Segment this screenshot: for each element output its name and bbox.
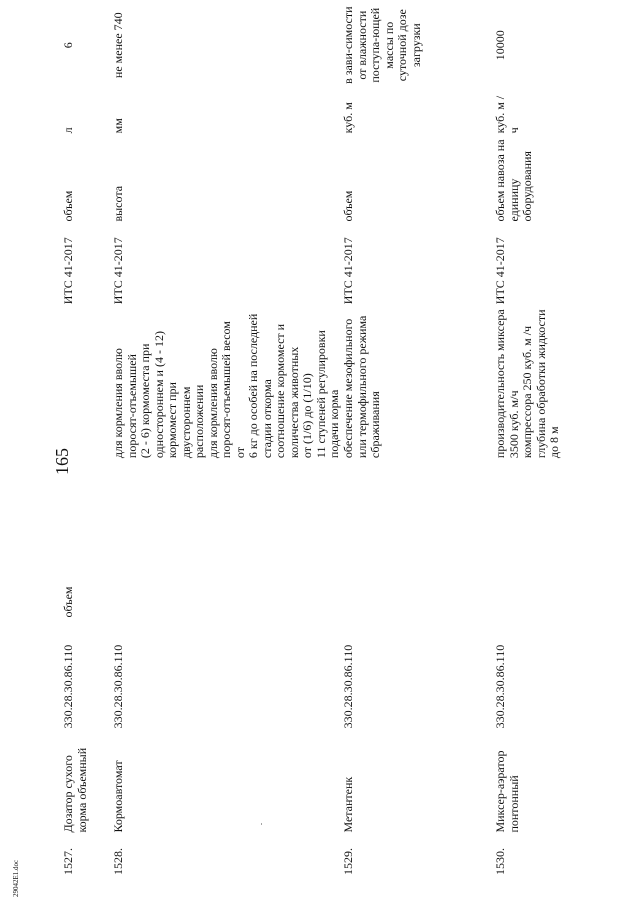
parameter: объем <box>61 190 75 222</box>
stray-mark: . <box>255 823 264 825</box>
spec-line: одностороннем и (4 - 12) <box>151 331 166 459</box>
standard-ref: ИТС 41-2017 <box>341 237 355 305</box>
equipment-code: 330.28.30.86.110 <box>61 644 75 729</box>
spec-line: поросят-отъемышей <box>124 354 139 459</box>
technical-spec <box>494 304 594 458</box>
spec-line: подачи корма <box>327 389 341 459</box>
equipment-feature <box>112 458 342 617</box>
spec-line: для кормления вволю <box>205 348 220 459</box>
equipment-table <box>62 0 594 875</box>
spec-line: (2 - 6) кормоместа при <box>138 343 152 459</box>
parameter: высота <box>111 185 125 222</box>
table-row <box>342 0 494 875</box>
value: в зави-симости от влажности поступа-ющей массы по суточной дозе загрузки <box>341 6 423 84</box>
spec-line: 3500 куб. м/ч <box>506 390 521 459</box>
parameter: объем <box>341 190 355 222</box>
equipment-feature <box>342 458 494 617</box>
standard-ref: ИТС 41-2017 <box>111 237 125 305</box>
equipment-code: 330.28.30.86.110 <box>493 644 507 729</box>
unit: куб. м / ч <box>493 95 521 134</box>
spec-line: 11 ступеней регулировки <box>313 330 328 459</box>
spec-line: до 8 м <box>547 426 561 459</box>
spec-line: сбраживания <box>368 391 382 459</box>
spec-line: компрессора 250 куб. м /ч <box>520 325 534 459</box>
technical-spec <box>62 304 112 458</box>
table-row <box>112 0 342 875</box>
equipment-name: Дозатор сухого корма объемный <box>61 747 89 833</box>
unit: мм <box>111 118 125 134</box>
row-number: 1529. <box>341 848 355 875</box>
spec-line: соотношение кормомест и <box>273 323 287 459</box>
spec-line: от (1/6) до (1/10) <box>300 373 314 459</box>
spec-line: стадии откорма <box>259 379 274 459</box>
value: 10000 <box>493 30 507 61</box>
spec-line: поросят-отъемышей весом от <box>219 321 247 459</box>
footer-filename: 29042E1.doc <box>12 859 20 897</box>
standard-ref: ИТС 41-2017 <box>493 237 507 305</box>
spec-line: обеспечение мезофильного <box>341 318 355 459</box>
row-number: 1527. <box>61 848 75 875</box>
page-number: 165 <box>52 448 72 475</box>
row-number: 1530. <box>493 848 507 875</box>
technical-spec <box>342 304 494 458</box>
unit: л <box>61 127 75 134</box>
value: 6 <box>61 42 75 49</box>
parameter: объем навоза на единицу оборудования <box>493 139 534 222</box>
unit: куб. м <box>341 102 355 134</box>
equipment-feature: объем <box>61 586 75 618</box>
equipment-code: 330.28.30.86.110 <box>111 644 125 729</box>
spec-line: количества животных <box>286 346 301 459</box>
technical-spec <box>112 304 342 458</box>
equipment-code: 330.28.30.86.110 <box>341 644 355 729</box>
equipment-name: Миксер-аэратор понтонный <box>493 750 521 833</box>
equipment-name: Метантенк <box>341 776 355 833</box>
spec-line: производительность миксера <box>493 309 507 459</box>
table-row <box>62 0 112 875</box>
value: не менее 740 <box>111 12 125 79</box>
spec-line: или термофильного режима <box>354 315 369 459</box>
spec-line: 6 кг до особей на последней <box>246 313 260 459</box>
table-row <box>494 0 594 875</box>
standard-ref: ИТС 41-2017 <box>61 237 75 305</box>
row-number: 1528. <box>111 848 125 875</box>
spec-line: кормомест при двустороннем <box>165 382 193 459</box>
spec-line: расположении <box>192 384 206 459</box>
spec-line: для кормления вволю <box>111 348 125 459</box>
spec-line: глубина обработки жидкости <box>533 309 548 459</box>
equipment-name: Кормоавтомат <box>111 760 125 833</box>
equipment-feature <box>494 458 594 617</box>
